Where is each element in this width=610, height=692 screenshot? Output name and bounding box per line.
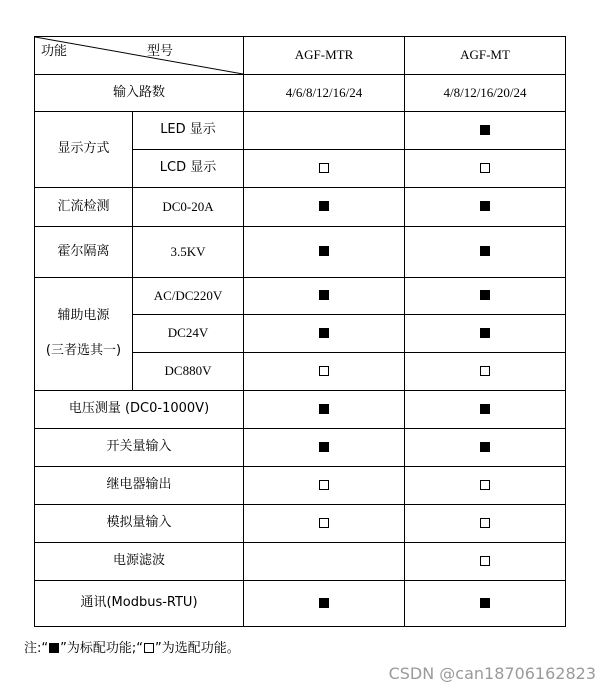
aux-label-line2: (三者选其一) [45, 343, 122, 358]
corner-header-cell [35, 37, 244, 75]
standard-square-icon [480, 290, 490, 300]
feature-cell [244, 581, 405, 627]
optional-square-icon [480, 163, 490, 173]
watermark: CSDN @can18706162823 [388, 664, 596, 683]
feature-cell [405, 150, 566, 188]
standard-square-icon [480, 328, 490, 338]
optional-square-icon [480, 366, 490, 376]
spec-table [34, 36, 566, 627]
table-row [35, 429, 566, 467]
standard-square-icon [319, 404, 329, 414]
row-label: 电压测量 (DC0-1000V) [35, 391, 244, 429]
standard-square-icon [480, 404, 490, 414]
feature-cell [405, 188, 566, 227]
table-row [35, 581, 566, 627]
feature-cell [244, 112, 405, 150]
footnote-standard-text: ”为标配功能;“ [60, 641, 143, 656]
sub-label: DC24V [133, 315, 244, 353]
table-row [35, 188, 566, 227]
table-row [35, 467, 566, 505]
model-header-mtr: AGF-MTR [244, 37, 405, 75]
standard-square-icon [49, 643, 59, 653]
feature-cell [244, 543, 405, 581]
row-label: 汇流检测 [35, 188, 133, 227]
standard-square-icon [319, 246, 329, 256]
aux-label-line1: 辅助电源 [57, 308, 110, 324]
feature-cell [405, 353, 566, 391]
feature-cell [244, 429, 405, 467]
standard-square-icon [319, 290, 329, 300]
row-label: 电源滤波 [35, 543, 244, 581]
row-label: 继电器输出 [35, 467, 244, 505]
feature-cell [244, 188, 405, 227]
row-label: 输入路数 [35, 75, 244, 112]
standard-square-icon [319, 442, 329, 452]
standard-square-icon [480, 246, 490, 256]
feature-cell [405, 227, 566, 278]
value-cell: 4/6/8/12/16/24 [244, 75, 405, 112]
feature-cell [244, 505, 405, 543]
feature-cell [244, 315, 405, 353]
corner-feature-label: 功能 [41, 44, 68, 59]
table-row [35, 543, 566, 581]
sub-label: DC880V [133, 353, 244, 391]
feature-cell [405, 391, 566, 429]
feature-cell [405, 315, 566, 353]
table-row [35, 278, 566, 315]
footnote-prefix: 注:“ [24, 641, 49, 656]
footnote [24, 637, 240, 656]
table-row [35, 505, 566, 543]
sub-label: LCD 显示 [133, 150, 244, 188]
feature-cell [244, 391, 405, 429]
optional-square-icon [480, 518, 490, 528]
optional-square-icon [319, 518, 329, 528]
sub-label: 3.5KV [133, 227, 244, 278]
standard-square-icon [480, 201, 490, 211]
feature-cell [405, 505, 566, 543]
feature-cell [405, 112, 566, 150]
optional-square-icon [319, 480, 329, 490]
standard-square-icon [319, 328, 329, 338]
header-row [35, 37, 566, 75]
feature-cell [244, 227, 405, 278]
table-row [35, 75, 566, 112]
standard-square-icon [480, 442, 490, 452]
feature-cell [405, 467, 566, 505]
row-label [35, 278, 133, 391]
corner-model-label: 型号 [147, 44, 174, 59]
standard-square-icon [480, 598, 490, 608]
table-row [35, 227, 566, 278]
feature-cell [405, 543, 566, 581]
value-cell: 4/8/12/16/20/24 [405, 75, 566, 112]
row-label: 开关量输入 [35, 429, 244, 467]
row-label: 显示方式 [35, 112, 133, 188]
standard-square-icon [480, 125, 490, 135]
optional-square-icon [480, 480, 490, 490]
standard-square-icon [319, 598, 329, 608]
table-row [35, 391, 566, 429]
row-label: 通讯(Modbus-RTU) [35, 581, 244, 627]
feature-cell [405, 429, 566, 467]
feature-cell [244, 150, 405, 188]
table-row [35, 112, 566, 150]
optional-square-icon [480, 556, 490, 566]
feature-cell [244, 353, 405, 391]
feature-cell [244, 278, 405, 315]
optional-square-icon [144, 643, 154, 653]
optional-square-icon [319, 366, 329, 376]
row-label: 模拟量输入 [35, 505, 244, 543]
model-header-mt: AGF-MT [405, 37, 566, 75]
row-label: 霍尔隔离 [35, 227, 133, 278]
feature-cell [244, 467, 405, 505]
footnote-optional-text: ”为选配功能。 [154, 641, 240, 656]
feature-cell [405, 278, 566, 315]
optional-square-icon [319, 163, 329, 173]
feature-cell [405, 581, 566, 627]
sub-label: LED 显示 [133, 112, 244, 150]
standard-square-icon [319, 201, 329, 211]
sub-label: AC/DC220V [133, 278, 244, 315]
sub-label: DC0-20A [133, 188, 244, 227]
